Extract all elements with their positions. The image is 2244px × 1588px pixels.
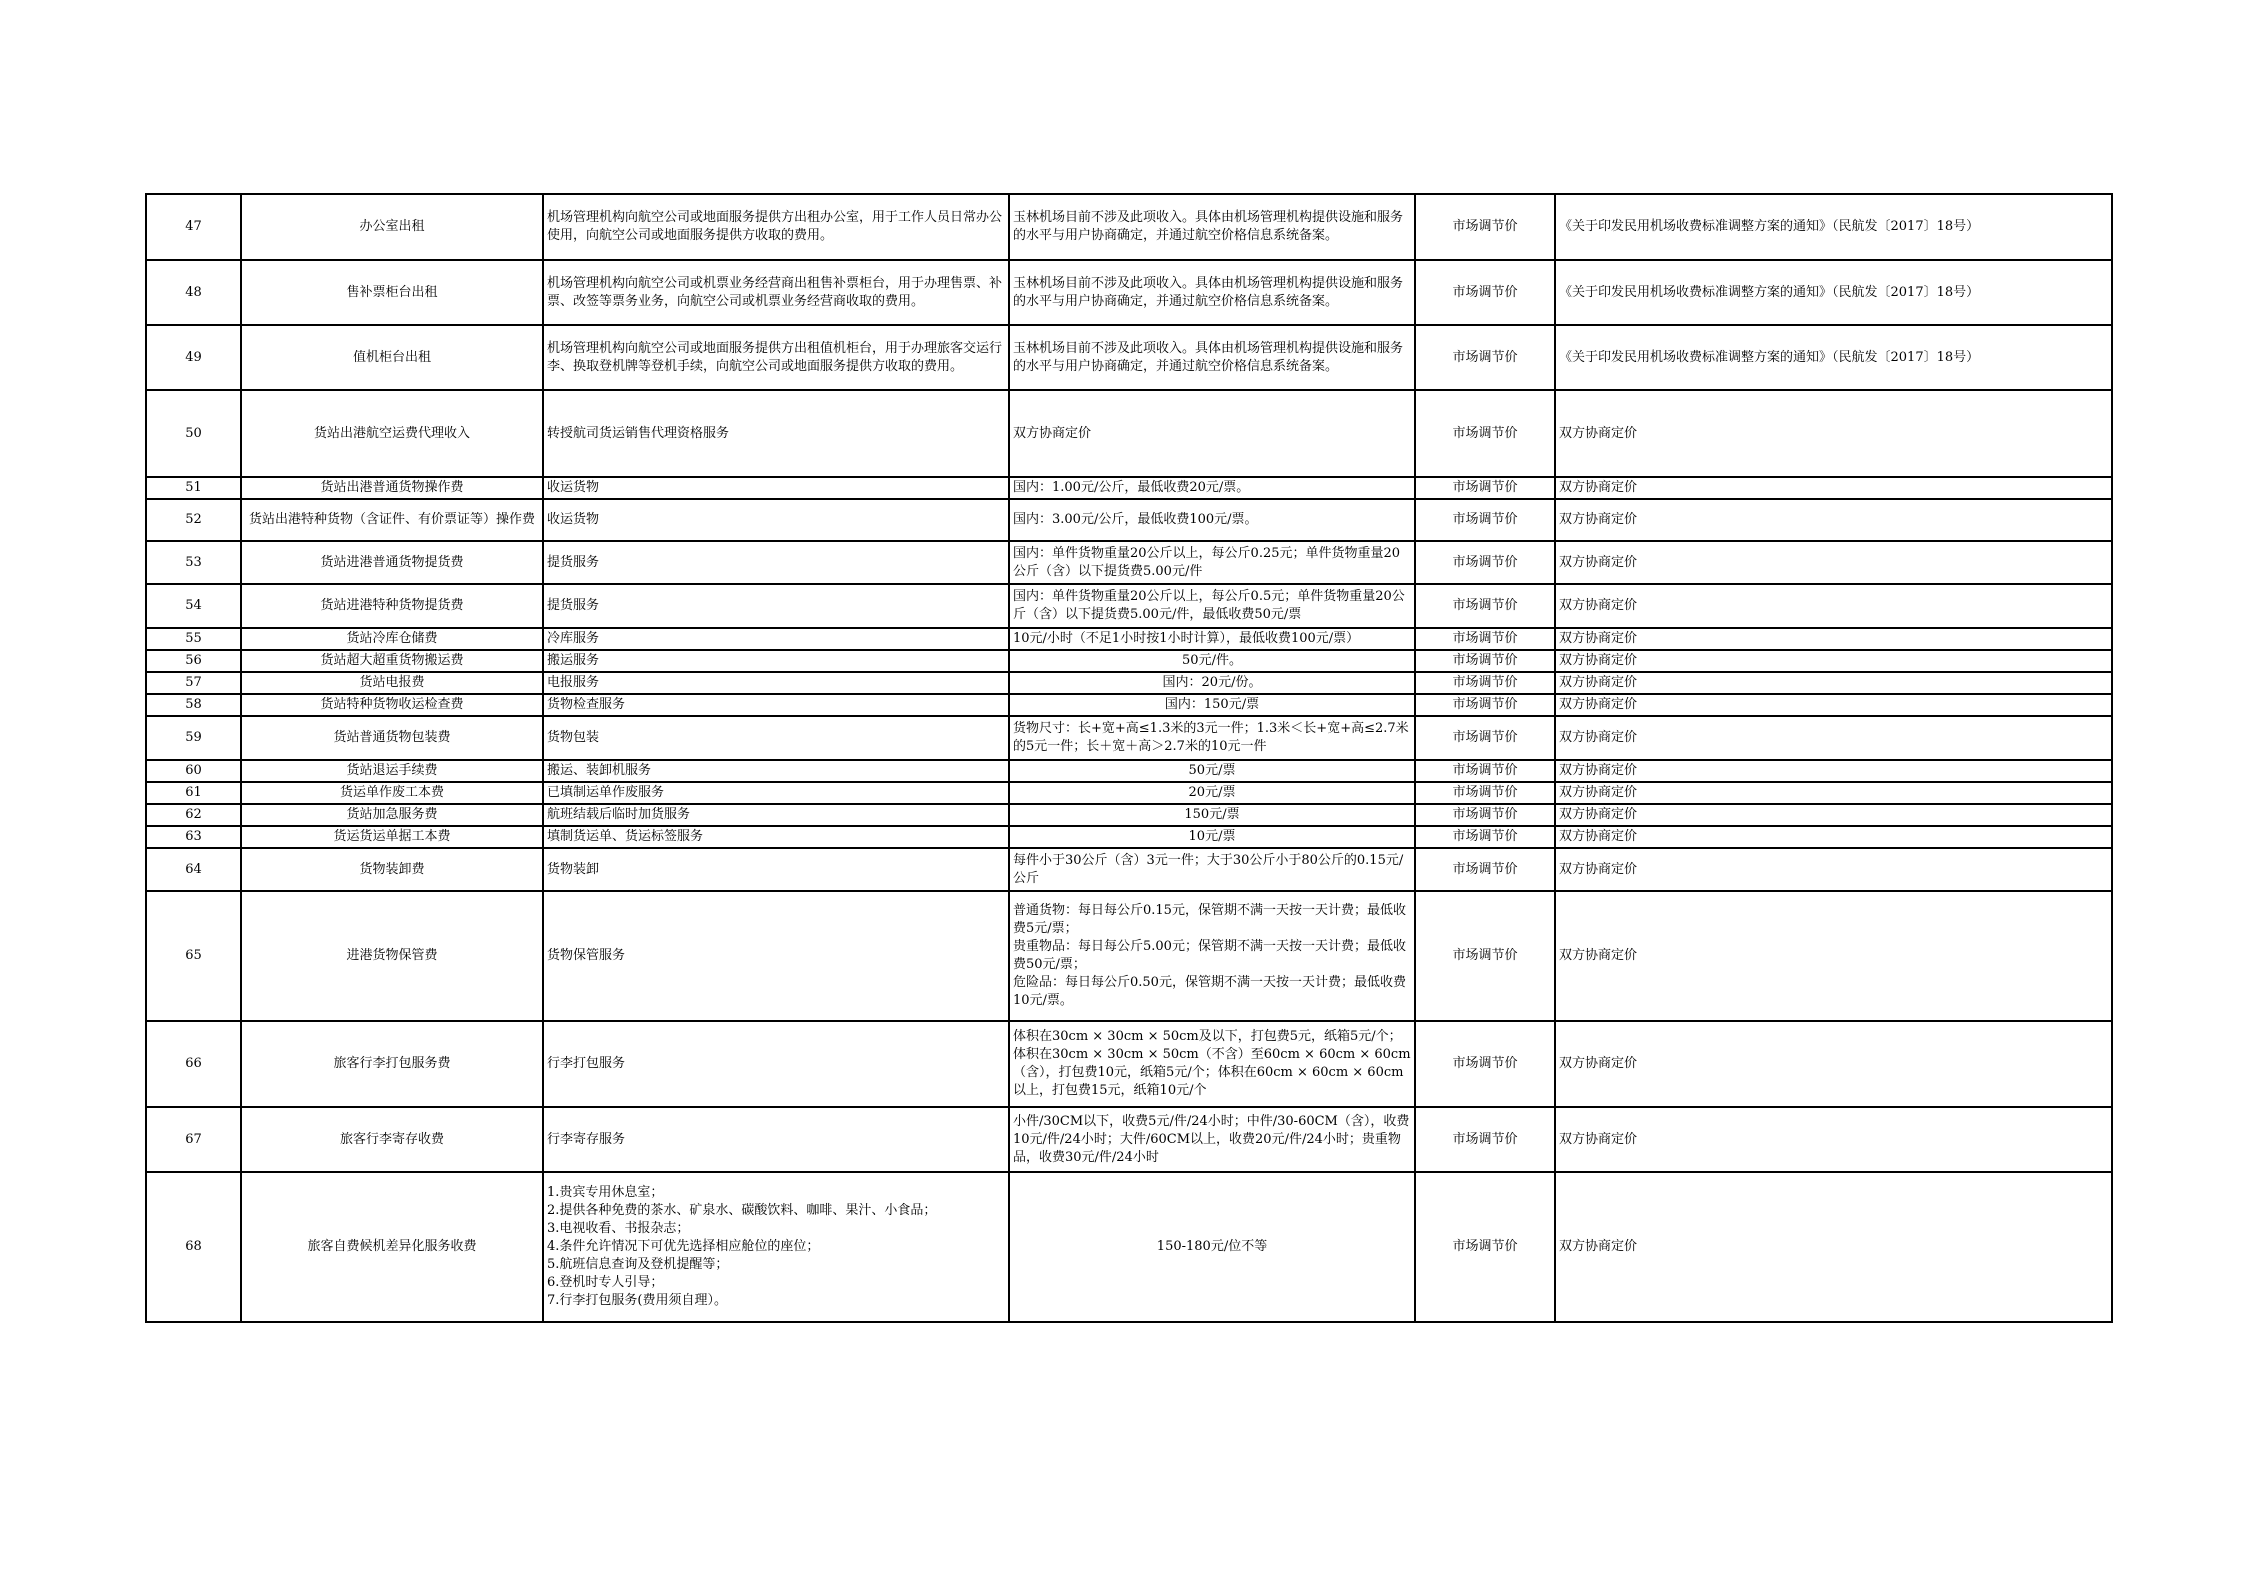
row-number: 48 [146,260,241,325]
pricing-basis: 双方协商定价 [1555,760,2112,782]
pricing-mode: 市场调节价 [1415,1107,1555,1172]
table-row [146,716,2112,760]
service-content: 搬运、装卸机服务 [543,760,1009,782]
fee-item: 货站加急服务费 [241,804,543,826]
pricing-basis: 双方协商定价 [1555,782,2112,804]
table-row [146,848,2112,891]
row-number: 64 [146,848,241,891]
pricing-mode: 市场调节价 [1415,804,1555,826]
pricing-basis: 双方协商定价 [1555,1021,2112,1107]
fee-item: 售补票柜台出租 [241,260,543,325]
row-number: 58 [146,694,241,716]
fee-standard: 150-180元/位不等 [1009,1172,1415,1322]
fee-item: 货站普通货物包装费 [241,716,543,760]
fee-item: 进港货物保管费 [241,891,543,1021]
pricing-mode: 市场调节价 [1415,477,1555,499]
service-content: 搬运服务 [543,650,1009,672]
fee-standard: 体积在30cm × 30cm × 50cm及以下，打包费5元，纸箱5元/个；体积在30cm × 30cm × 50cm（不含）至60cm × 60cm × 60cm（含），打包费10元，纸箱5元/个；体积在60cm × 60cm × 60cm以上，打包费15元，纸箱10元/个 [1009,1021,1415,1107]
fee-item: 货站出港特种货物（含证件、有价票证等）操作费 [241,499,543,541]
service-content: 货物装卸 [543,848,1009,891]
table-row [146,672,2112,694]
fee-standard: 20元/票 [1009,782,1415,804]
table-row [146,650,2112,672]
table-row [146,804,2112,826]
service-content: 提货服务 [543,541,1009,584]
row-number: 61 [146,782,241,804]
service-content: 机场管理机构向航空公司或机票业务经营商出租售补票柜台，用于办理售票、补票、改签等票务业务，向航空公司或机票业务经营商收取的费用。 [543,260,1009,325]
service-content: 收运货物 [543,477,1009,499]
table-row [146,1107,2112,1172]
pricing-basis: 双方协商定价 [1555,826,2112,848]
row-number: 67 [146,1107,241,1172]
fee-item: 货站电报费 [241,672,543,694]
fee-table [145,193,2113,1323]
fee-standard: 玉林机场目前不涉及此项收入。具体由机场管理机构提供设施和服务的水平与用户协商确定，并通过航空价格信息系统备案。 [1009,194,1415,260]
table-row [146,760,2112,782]
fee-standard: 国内：3.00元/公斤，最低收费100元/票。 [1009,499,1415,541]
fee-item: 值机柜台出租 [241,325,543,390]
table-row [146,1021,2112,1107]
row-number: 54 [146,584,241,628]
fee-standard: 双方协商定价 [1009,390,1415,477]
row-number: 47 [146,194,241,260]
row-number: 59 [146,716,241,760]
fee-standard: 玉林机场目前不涉及此项收入。具体由机场管理机构提供设施和服务的水平与用户协商确定，并通过航空价格信息系统备案。 [1009,325,1415,390]
table-row [146,628,2112,650]
pricing-basis: 双方协商定价 [1555,584,2112,628]
fee-standard: 50元/票 [1009,760,1415,782]
fee-standard: 国内：150元/票 [1009,694,1415,716]
fee-standard: 小件/30CM以下，收费5元/件/24小时；中件/30-60CM（含），收费10元/件/24小时；大件/60CM以上，收费20元/件/24小时；贵重物品，收费30元/件/24小时 [1009,1107,1415,1172]
fee-standard: 国内：1.00元/公斤，最低收费20元/票。 [1009,477,1415,499]
table-row [146,477,2112,499]
row-number: 57 [146,672,241,694]
fee-item: 货站冷库仓储费 [241,628,543,650]
pricing-basis: 双方协商定价 [1555,628,2112,650]
pricing-mode: 市场调节价 [1415,694,1555,716]
pricing-mode: 市场调节价 [1415,672,1555,694]
fee-item: 旅客自费候机差异化服务收费 [241,1172,543,1322]
pricing-mode: 市场调节价 [1415,194,1555,260]
fee-item: 货物装卸费 [241,848,543,891]
fee-standard: 50元/件。 [1009,650,1415,672]
table-row [146,260,2112,325]
row-number: 66 [146,1021,241,1107]
service-content: 转授航司货运销售代理资格服务 [543,390,1009,477]
row-number: 52 [146,499,241,541]
fee-standard: 10元/票 [1009,826,1415,848]
pricing-mode: 市场调节价 [1415,650,1555,672]
service-content: 收运货物 [543,499,1009,541]
service-content: 航班结载后临时加货服务 [543,804,1009,826]
row-number: 53 [146,541,241,584]
fee-item: 货运单作废工本费 [241,782,543,804]
pricing-basis: 双方协商定价 [1555,891,2112,1021]
pricing-basis: 双方协商定价 [1555,499,2112,541]
table-row [146,826,2112,848]
row-number: 62 [146,804,241,826]
pricing-basis: 双方协商定价 [1555,1107,2112,1172]
service-content: 1.贵宾专用休息室； 2.提供各种免费的茶水、矿泉水、碳酸饮料、咖啡、果汁、小食品； 3.电视收看、书报杂志； 4.条件允许情况下可优先选择相应舱位的座位； 5.航班信息查询及登机提醒等； 6.登机时专人引导； 7.行李打包服务(费用须自理）。 [543,1172,1009,1322]
pricing-basis: 双方协商定价 [1555,694,2112,716]
table-row [146,891,2112,1021]
pricing-basis: 双方协商定价 [1555,650,2112,672]
service-content: 货物包装 [543,716,1009,760]
pricing-mode: 市场调节价 [1415,541,1555,584]
table-row [146,541,2112,584]
table-row [146,782,2112,804]
fee-item: 货运货运单据工本费 [241,826,543,848]
service-content: 填制货运单、货运标签服务 [543,826,1009,848]
pricing-mode: 市场调节价 [1415,628,1555,650]
service-content: 行李寄存服务 [543,1107,1009,1172]
fee-standard: 普通货物：每日每公斤0.15元，保管期不满一天按一天计费；最低收费5元/票； 贵重物品：每日每公斤5.00元；保管期不满一天按一天计费；最低收费50元/票； 危险品：每日每公斤0.50元，保管期不满一天按一天计费；最低收费10元/票。 [1009,891,1415,1021]
fee-standard: 10元/小时（不足1小时按1小时计算），最低收费100元/票） [1009,628,1415,650]
pricing-mode: 市场调节价 [1415,782,1555,804]
pricing-mode: 市场调节价 [1415,499,1555,541]
table-row [146,325,2112,390]
fee-item: 货站出港普通货物操作费 [241,477,543,499]
fee-item: 旅客行李寄存收费 [241,1107,543,1172]
pricing-basis: 《关于印发民用机场收费标准调整方案的通知》（民航发〔2017〕18号） [1555,194,2112,260]
pricing-mode: 市场调节价 [1415,716,1555,760]
pricing-basis: 双方协商定价 [1555,672,2112,694]
pricing-basis: 《关于印发民用机场收费标准调整方案的通知》（民航发〔2017〕18号） [1555,325,2112,390]
pricing-basis: 《关于印发民用机场收费标准调整方案的通知》（民航发〔2017〕18号） [1555,260,2112,325]
service-content: 行李打包服务 [543,1021,1009,1107]
pricing-mode: 市场调节价 [1415,891,1555,1021]
service-content: 已填制运单作废服务 [543,782,1009,804]
service-content: 机场管理机构向航空公司或地面服务提供方出租办公室，用于工作人员日常办公使用，向航空公司或地面服务提供方收取的费用。 [543,194,1009,260]
row-number: 50 [146,390,241,477]
service-content: 货物保管服务 [543,891,1009,1021]
service-content: 货物检查服务 [543,694,1009,716]
service-content: 提货服务 [543,584,1009,628]
fee-item: 货站进港特种货物提货费 [241,584,543,628]
row-number: 60 [146,760,241,782]
row-number: 56 [146,650,241,672]
service-content: 冷库服务 [543,628,1009,650]
fee-standard: 玉林机场目前不涉及此项收入。具体由机场管理机构提供设施和服务的水平与用户协商确定，并通过航空价格信息系统备案。 [1009,260,1415,325]
table-row [146,694,2112,716]
fee-item: 货站进港普通货物提货费 [241,541,543,584]
fee-standard: 150元/票 [1009,804,1415,826]
row-number: 63 [146,826,241,848]
pricing-mode: 市场调节价 [1415,325,1555,390]
fee-item: 货站退运手续费 [241,760,543,782]
fee-item: 旅客行李打包服务费 [241,1021,543,1107]
pricing-mode: 市场调节价 [1415,848,1555,891]
row-number: 49 [146,325,241,390]
pricing-mode: 市场调节价 [1415,1021,1555,1107]
table-row [146,194,2112,260]
row-number: 55 [146,628,241,650]
fee-item: 办公室出租 [241,194,543,260]
fee-item: 货站超大超重货物搬运费 [241,650,543,672]
row-number: 68 [146,1172,241,1322]
table-row [146,584,2112,628]
table-row [146,1172,2112,1322]
pricing-mode: 市场调节价 [1415,584,1555,628]
service-content: 电报服务 [543,672,1009,694]
pricing-basis: 双方协商定价 [1555,716,2112,760]
fee-item: 货站出港航空运费代理收入 [241,390,543,477]
table-row [146,499,2112,541]
pricing-basis: 双方协商定价 [1555,1172,2112,1322]
pricing-mode: 市场调节价 [1415,760,1555,782]
pricing-basis: 双方协商定价 [1555,541,2112,584]
fee-standard: 货物尺寸：长+宽+高≤1.3米的3元一件；1.3米＜长+宽+高≤2.7米的5元一件；长＋宽＋高＞2.7米的10元一件 [1009,716,1415,760]
row-number: 65 [146,891,241,1021]
pricing-basis: 双方协商定价 [1555,848,2112,891]
pricing-mode: 市场调节价 [1415,390,1555,477]
row-number: 51 [146,477,241,499]
table-row [146,390,2112,477]
fee-standard: 国内：20元/份。 [1009,672,1415,694]
pricing-mode: 市场调节价 [1415,260,1555,325]
service-content: 机场管理机构向航空公司或地面服务提供方出租值机柜台，用于办理旅客交运行李、换取登机牌等登机手续，向航空公司或地面服务提供方收取的费用。 [543,325,1009,390]
pricing-basis: 双方协商定价 [1555,477,2112,499]
pricing-mode: 市场调节价 [1415,826,1555,848]
pricing-mode: 市场调节价 [1415,1172,1555,1322]
fee-standard: 每件小于30公斤（含）3元一件；大于30公斤小于80公斤的0.15元/公斤 [1009,848,1415,891]
pricing-basis: 双方协商定价 [1555,804,2112,826]
pricing-basis: 双方协商定价 [1555,390,2112,477]
fee-item: 货站特种货物收运检查费 [241,694,543,716]
fee-standard: 国内：单件货物重量20公斤以上，每公斤0.25元；单件货物重量20公斤（含）以下提货费5.00元/件 [1009,541,1415,584]
fee-standard: 国内：单件货物重量20公斤以上，每公斤0.5元；单件货物重量20公斤（含）以下提货费5.00元/件，最低收费50元/票 [1009,584,1415,628]
